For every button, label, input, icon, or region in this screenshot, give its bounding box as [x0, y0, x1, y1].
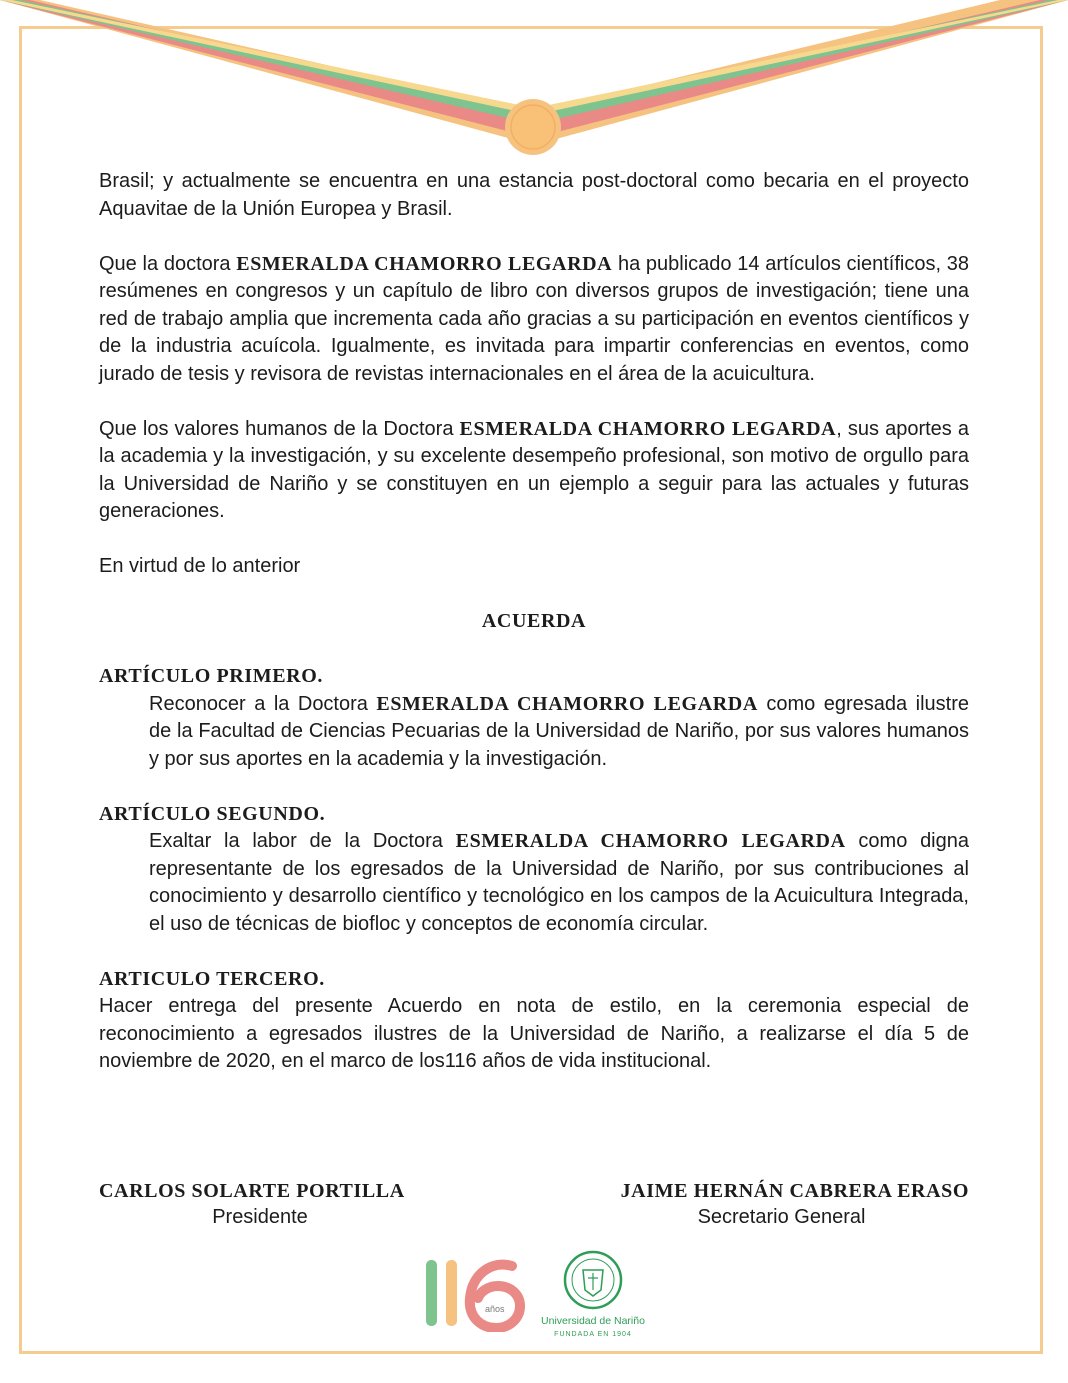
paragraph-2-text-b: ha publicado 14 artículos científicos, 38 resúmenes en congresos y un capítulo de libro con diversos grupos de investigación; tiene una red de trabajo amplia que incrementa cada año gracias a su participación en eventos científicos y de la industria acuícola. Igualmente, es invitada para impartir conferencias en eventos, como jurado de tesis y revisora de revistas internacionales en el área de la acuicultura.: [99, 252, 970, 385]
digit-1-green: [426, 1260, 437, 1326]
university-logo: [538, 1248, 648, 1340]
anniversary-116-logo: [420, 1252, 530, 1332]
paragraph-1: Brasil; y actualmente se encuentra en una estancia post-doctoral como becaria en el proyecto Aquavitae de la Unión Europea y Brasil.: [99, 170, 969, 220]
acuerda-heading: ACUERDA: [481, 610, 587, 632]
honoree-name: ESMERALDA CHAMORRO LEGARDA: [455, 830, 846, 852]
founded-text: FUNDADA EN 1904: [554, 1331, 632, 1338]
paragraph-2: [99, 251, 969, 389]
paragraph-3: [99, 416, 969, 526]
signature-role: Presidente: [212, 1206, 308, 1228]
paragraph-4: En virtud de lo anterior: [99, 555, 301, 577]
honoree-name: ESMERALDA CHAMORRO LEGARDA: [459, 417, 837, 440]
article-2-title: ARTÍCULO SEGUNDO.: [99, 802, 326, 825]
signature-role: Secretario General: [697, 1206, 866, 1228]
article-1-title: ARTÍCULO PRIMERO.: [99, 665, 323, 687]
article-1-text-a: Reconocer a la Doctora: [149, 692, 377, 715]
ribbon-yellow: [0, 0, 1068, 115]
article-1-text: [99, 691, 969, 774]
honoree-name: ESMERALDA CHAMORRO LEGARDA: [376, 692, 758, 715]
paragraph-2-text-a: Que la doctora: [99, 252, 237, 275]
document-body: [99, 168, 969, 1076]
honoree-name: ESMERALDA CHAMORRO LEGARDA: [236, 252, 613, 275]
article-2-text-a: Exaltar la labor de la Doctora: [149, 830, 456, 852]
signature-name: JAIME HERNÁN CABRERA ERASO: [620, 1180, 969, 1202]
decorative-ribbon: [0, 0, 1068, 170]
digit-6-red: [470, 1265, 520, 1328]
signature-name: CARLOS SOLARTE PORTILLA: [99, 1180, 405, 1202]
article-2-text: [99, 828, 969, 938]
article-1-text-b: como egresada ilustre de la Facultad de Ciencias Pecuarias de la Universidad de Nariño, por sus valores humanos y por sus aportes en la academia y la investigación.: [149, 692, 969, 770]
article-2-text-b: como digna representante de los egresados de la Universidad de Nariño, por sus contribuciones al conocimiento y desarrollo científico y tecnológico en los campos de la Acuicultura Integrada, el uso de técnicas de biofloc y conceptos de economía circular.: [149, 830, 969, 935]
seal-inner: [511, 105, 555, 149]
digit-1-gold: [446, 1260, 457, 1326]
signature-secretary: [594, 1178, 969, 1230]
paragraph-3-text-b: , sus aportes a la academia y la investigación, y su excelente desempeño profesional, son motivo de orgullo para la Universidad de Nariño y se constituyen en un ejemplo a seguir para las actuales y futuras generaciones.: [99, 417, 969, 522]
article-3-title: ARTICULO TERCERO.: [99, 967, 325, 990]
article-3-text: Hacer entrega del presente Acuerdo en nota de estilo, en la ceremonia especial de reconocimiento a egresados ilustres de la Universidad de Nariño, a realizarse el día 5 de noviembre de 2020, en el marco de los116 años de vida institucional.: [99, 995, 969, 1072]
university-name: Universidad de Nariño: [541, 1315, 645, 1327]
paragraph-3-text-a: Que los valores humanos de la Doctora: [99, 417, 460, 440]
anos-text: años: [485, 1304, 505, 1314]
cross-icon: [588, 1273, 598, 1290]
signature-president: [99, 1178, 421, 1230]
